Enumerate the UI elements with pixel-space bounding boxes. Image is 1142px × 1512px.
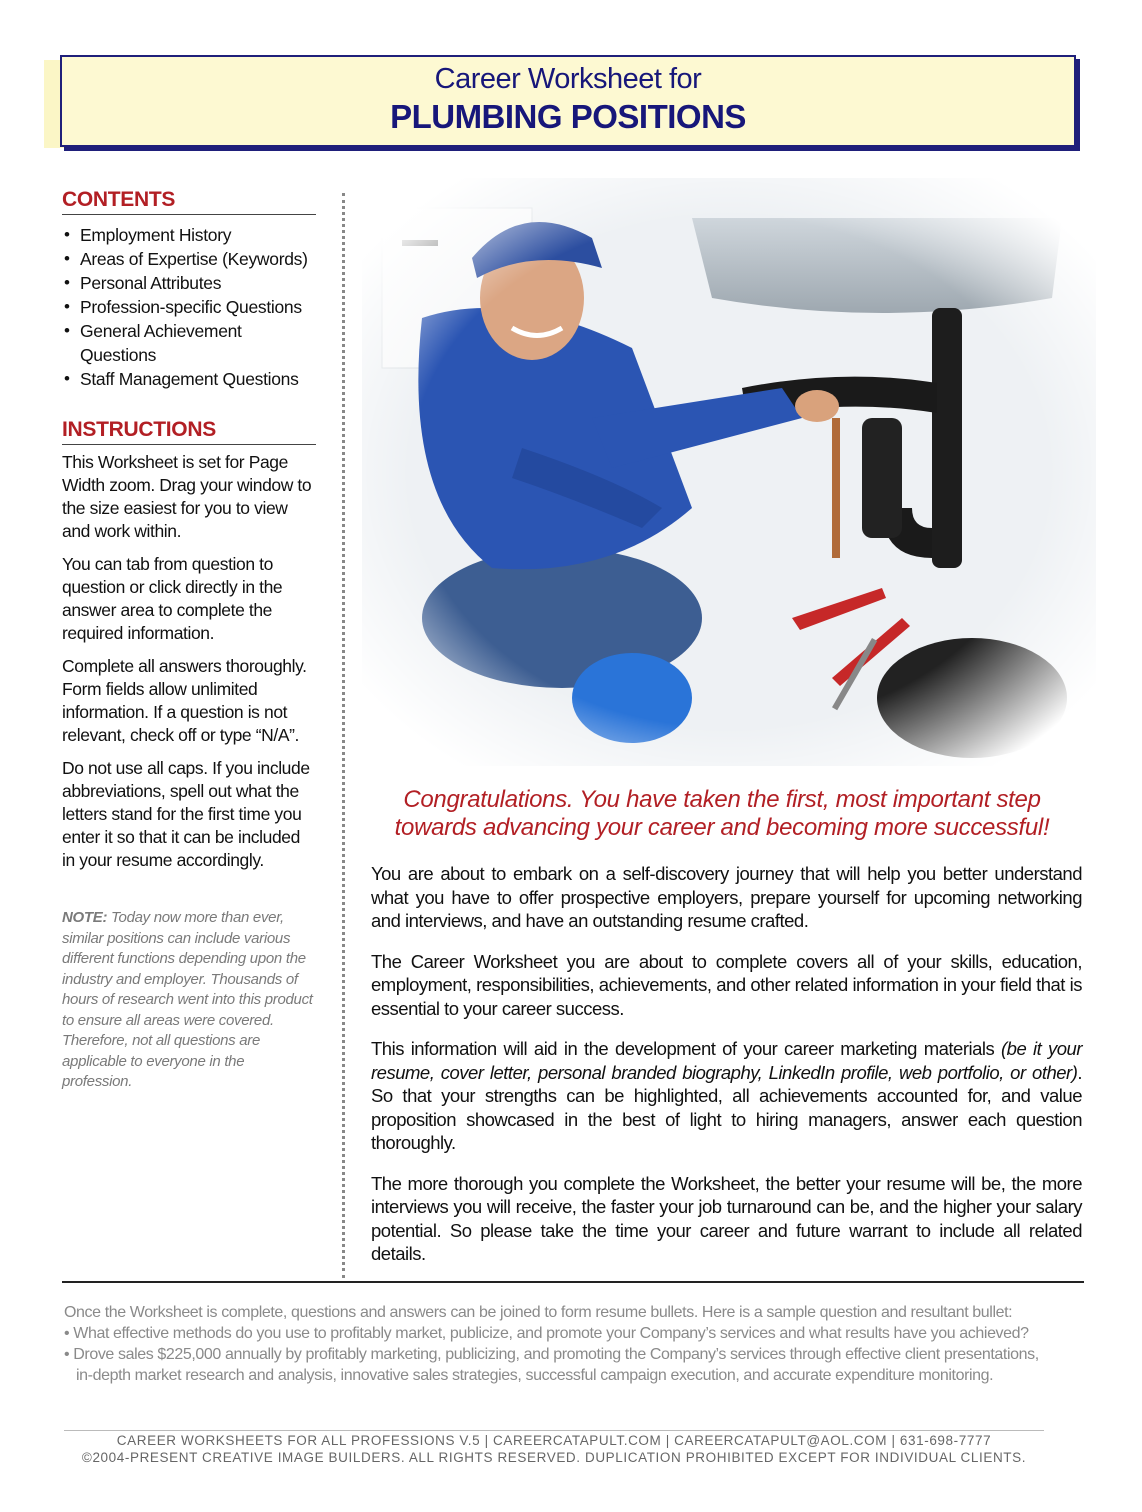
footer-divider: [64, 1430, 1044, 1431]
section-divider: [62, 1281, 1084, 1283]
intro-paragraph-4: The more thorough you complete the Worksheet, the better your resume will be, the more interviews you will receive, the faster your job turnaround can be, and the higher your salary potential. So please take the time your career and future warrant to include all related details.: [371, 1172, 1082, 1264]
contents-item-profession-specific[interactable]: • Profession-specific Questions: [62, 295, 316, 319]
sample-intro: Once the Worksheet is complete, questions and answers can be joined to form resume bullets. Here is a sample question and resultant bullet:: [64, 1304, 1013, 1321]
sample-bullet-line2: in-depth market research and analysis, innovative sales strategies, successful campaign execution, and accurate expenditure monitoring.: [76, 1367, 994, 1384]
congrats-line2: towards advancing your career and becoming more successful!: [394, 814, 1050, 841]
contents-list: [62, 223, 316, 391]
instruction-paragraph: Do not use all caps. If you include abbreviations, spell out what the letters stand for the first time you enter it so that it can be included in your resume accordingly.: [62, 758, 310, 870]
congrats-line1: Congratulations. You have taken the first, most important step: [403, 786, 1041, 813]
note-text: Today now more than ever, similar positions can include various different functions depending upon the industry and employer. Thousands of hours of research went into this product to ensure all areas were covered. Therefore, not all questions are applicable to everyone in the profession.: [62, 909, 313, 1090]
plumber-illustration: [362, 178, 1096, 766]
instructions-body: [62, 451, 316, 872]
sample-bullet-line1: • Drove sales $225,000 annually by profitably marketing, publicizing, and promoting the Company’s services through effective client presentations,: [64, 1346, 1039, 1363]
intro-paragraph-2: The Career Worksheet you are about to complete covers all of your skills, education, employment, responsibilities, achievements, and other related information in your field that is essential to your career success.: [371, 950, 1082, 1019]
note-label: NOTE:: [62, 909, 108, 926]
sample-section: [64, 1302, 1084, 1386]
contents-heading: CONTENTS: [62, 188, 316, 215]
title-banner: [60, 55, 1076, 147]
contents-item-areas-of-expertise[interactable]: • Areas of Expertise (Keywords): [62, 247, 316, 271]
instruction-paragraph: Complete all answers thoroughly. Form fields allow unlimited information. If a question is not relevant, check off or type “N/A”.: [62, 656, 307, 745]
note-box: [62, 908, 316, 1093]
sample-question: • What effective methods do you use to profitably market, publicize, and promote your Company’s services and what results have you achieved?: [64, 1325, 1029, 1342]
footer-contact-line: CAREER WORKSHEETS FOR ALL PROFESSIONS V.5 | CAREERCATAPULT.COM | CAREERCATAPULT@AOL.COM | 631-698-7777: [116, 1433, 992, 1448]
plumber-photo: [362, 178, 1096, 766]
intro-p3-italic: (be it your resume, cover letter, personal branded biography, LinkedIn profile, web portfolio, or other): [371, 1038, 1082, 1083]
footer: [62, 1432, 1046, 1466]
sidebar: [62, 188, 316, 1093]
intro-body: [371, 862, 1082, 1283]
intro-p3-end: . So that your strengths can be highlighted, all achievements accounted for, and value proposition showcased in the best of light to hiring managers, answer each question thoroughly.: [371, 1061, 1082, 1153]
instruction-paragraph: You can tab from question to question or click directly in the answer area to complete the required information.: [62, 554, 283, 643]
instruction-paragraph: This Worksheet is set for Page Width zoom. Drag your window to the size easiest for you to view and work within.: [62, 452, 312, 541]
contents-item-staff-management[interactable]: • Staff Management Questions: [62, 367, 316, 391]
page-title-line2: PLUMBING POSITIONS: [390, 98, 746, 135]
contents-item-general-achievement[interactable]: • General Achievement Questions: [62, 319, 316, 367]
footer-copyright-line: ©2004-PRESENT CREATIVE IMAGE BUILDERS. ALL RIGHTS RESERVED. DUPLICATION PROHIBITED EXCEPT FOR INDIVIDUAL CLIENTS.: [81, 1450, 1027, 1465]
intro-paragraph-1: You are about to embark on a self-discovery journey that will help you better understand what you have to offer prospective employers, prepare yourself for upcoming networking and interviews, and have an outstanding resume crafted.: [371, 863, 1082, 931]
column-divider: [342, 193, 345, 1278]
page-title-line1: Career Worksheet for: [434, 63, 702, 95]
contents-item-employment-history[interactable]: • Employment History: [62, 223, 316, 247]
intro-p3-start: This information will aid in the development of your career marketing materials: [371, 1038, 1002, 1059]
intro-paragraph-3: [371, 1037, 1082, 1155]
congratulations-message: [362, 786, 1082, 842]
instructions-heading: INSTRUCTIONS: [62, 418, 316, 445]
contents-item-personal-attributes[interactable]: • Personal Attributes: [62, 271, 316, 295]
